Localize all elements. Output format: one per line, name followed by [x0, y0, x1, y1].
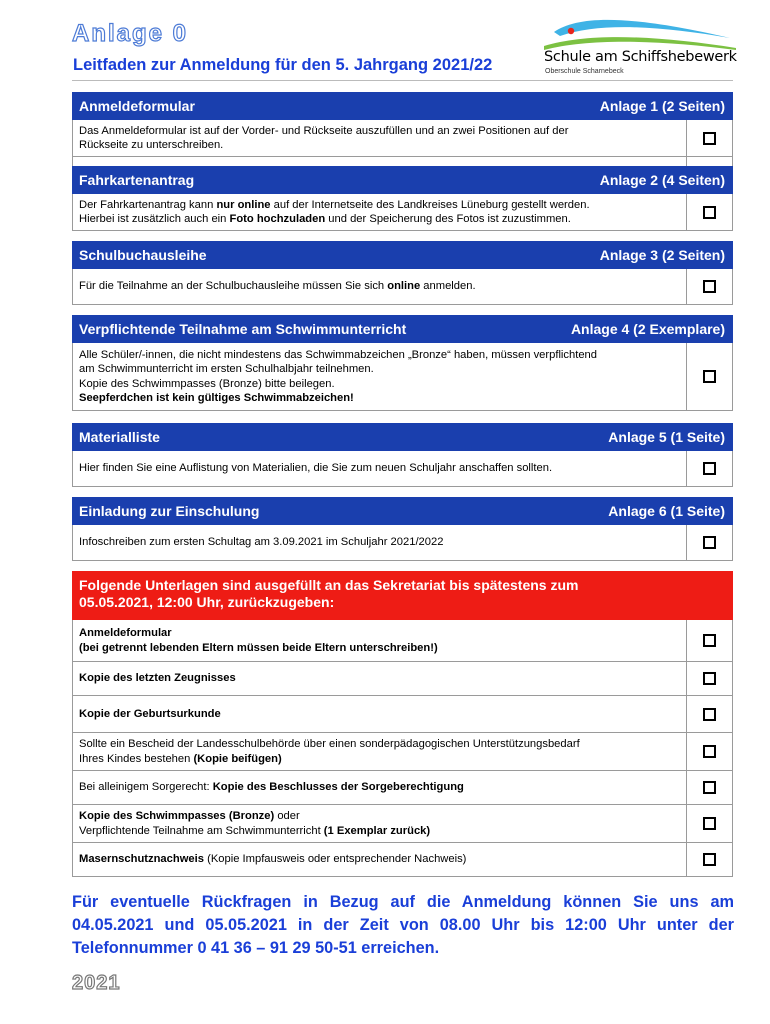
section-schulbuchausleihe — [72, 241, 733, 305]
section-header — [72, 166, 733, 194]
school-logo — [540, 12, 740, 80]
section-body — [72, 525, 733, 561]
bold-text: Kopie des Schwimmpasses (Bronze) — [79, 810, 275, 822]
checkbox[interactable] — [703, 745, 716, 758]
section-text — [73, 343, 686, 410]
submission-row-text — [73, 733, 686, 770]
text-line — [79, 212, 680, 227]
section-text — [73, 269, 686, 304]
section-text — [73, 451, 686, 486]
text-segment: Alle Schüler/-innen, die nicht mindestens das Schwimmabzeichen „Bronze“ haben, müssen verpflichtend — [79, 348, 598, 361]
text-segment: und der Speicherung des Fotos ist zuzustimmen. — [325, 213, 571, 225]
text-segment: Hierbei ist zusätzlich auch ein — [79, 213, 230, 225]
section-anlage: Anlage 1 (2 Seiten) — [599, 98, 725, 114]
text-line — [79, 809, 680, 824]
submission-row — [72, 662, 733, 696]
checkbox-cell — [686, 771, 732, 804]
submission-row-text — [73, 843, 686, 876]
submission-heading-line1: Folgende Unterlagen sind ausgefüllt an das Sekretariat bis spätestens zum — [79, 577, 579, 593]
checkbox-cell — [686, 620, 732, 661]
section-anlage: Anlage 5 (1 Seite) — [608, 429, 725, 445]
submission-row-text — [73, 805, 686, 842]
bold-text: Seepferdchen ist kein gültiges Schwimmabzeichen! — [79, 392, 354, 404]
checkbox[interactable] — [703, 672, 716, 685]
text-line — [79, 391, 680, 406]
bold-text: (1 Exemplar zurück) — [323, 824, 431, 837]
section-spacer — [72, 157, 733, 166]
section-header — [72, 497, 733, 525]
checkbox-cell — [686, 733, 732, 770]
section-header — [72, 241, 733, 269]
section-title: Fahrkartenantrag — [79, 172, 195, 188]
section-header — [72, 315, 733, 343]
checkbox[interactable] — [703, 536, 716, 549]
bold-text: online — [387, 280, 421, 293]
section-header — [72, 92, 733, 120]
checkbox[interactable] — [703, 634, 716, 647]
checkbox-cell — [686, 696, 732, 732]
text-segment: Hier finden Sie eine Auflistung von Materialien, die Sie zum neuen Schuljahr anschaffen sollten. — [79, 462, 553, 475]
section-anmeldeformular — [72, 92, 733, 157]
text-line — [79, 198, 680, 213]
section-anlage: Anlage 6 (1 Seite) — [608, 503, 725, 519]
section-fahrkartenantrag — [72, 166, 733, 231]
checkbox[interactable] — [703, 817, 716, 830]
checkbox[interactable] — [703, 370, 716, 383]
bold-text: Foto hochzuladen — [229, 213, 326, 225]
text-segment: Bei alleinigem Sorgerecht: — [79, 781, 213, 794]
section-body — [72, 194, 733, 231]
section-body — [72, 451, 733, 487]
text-segment: anmelden. — [420, 280, 476, 293]
submission-row-text — [73, 620, 686, 661]
text-segment: auf der Internetseite des Landkreises Lüneburg gestellt werden. — [270, 198, 590, 211]
text-line — [79, 124, 680, 139]
checkbox[interactable] — [703, 853, 716, 866]
guide-title: Leitfaden zur Anmeldung für den 5. Jahrgang 2021/22 — [73, 56, 493, 74]
contact-note: Für eventuelle Rückfragen in Bezug auf die Anmeldung können Sie uns am 04.05.2021 und 05.05.2021 in der Zeit von 08.00 Uhr bis 12:00 Uhr unter der Telefonnummer 0 41 36 – 91 29 50-51 erreichen. — [72, 893, 734, 957]
text-line — [79, 279, 680, 294]
footer-year: 2021 — [72, 972, 121, 994]
section-text — [73, 525, 686, 560]
checkbox-cell — [686, 805, 732, 842]
section-header — [72, 423, 733, 451]
anlage-title: Anlage 0 — [72, 20, 189, 47]
checkbox[interactable] — [703, 781, 716, 794]
bold-text: (Kopie beifügen) — [193, 752, 282, 765]
text-line — [79, 824, 680, 839]
submission-header — [72, 571, 733, 620]
section-title: Einladung zur Einschulung — [79, 503, 260, 519]
text-segment: Infoschreiben zum ersten Schultag am 3.09.2021 im Schuljahr 2021/2022 — [79, 536, 444, 549]
checkbox-cell — [686, 343, 732, 410]
text-segment: Das Anmeldeformular ist auf der Vorder- und Rückseite auszufüllen und an zwei Positionen auf der — [79, 124, 569, 137]
submission-row — [72, 620, 733, 662]
bold-text: Masernschutznachweis — [79, 853, 204, 866]
section-anlage: Anlage 3 (2 Seiten) — [599, 247, 725, 263]
checkbox-cell — [686, 120, 732, 156]
section-body — [72, 120, 733, 157]
text-line — [79, 737, 680, 752]
bold-text: nur online — [216, 198, 271, 211]
submission-heading-line2: 05.05.2021, 12:00 Uhr, zurückzugeben: — [79, 594, 335, 610]
text-line — [79, 362, 680, 377]
submission-section — [72, 571, 733, 877]
section-text — [73, 194, 686, 230]
text-line — [79, 535, 680, 550]
text-line — [79, 348, 680, 363]
text-line — [79, 461, 680, 476]
section-schwimmunterricht — [72, 315, 733, 411]
text-line — [79, 780, 680, 795]
text-segment: Rückseite zu unterschreiben. — [79, 139, 224, 151]
checkbox-cell — [686, 525, 732, 560]
bold-text: Kopie der Geburtsurkunde — [79, 707, 221, 720]
text-line — [79, 752, 680, 767]
text-line — [79, 377, 680, 392]
logo-school-subtitle: Oberschule Scharnebeck — [545, 68, 624, 75]
section-anlage: Anlage 2 (4 Seiten) — [599, 172, 725, 188]
submission-row — [72, 843, 733, 877]
checkbox-cell — [686, 269, 732, 304]
checkbox[interactable] — [703, 132, 716, 145]
section-anlage: Anlage 4 (2 Exemplare) — [570, 321, 725, 337]
text-segment: oder — [274, 810, 300, 822]
section-title: Materialliste — [79, 429, 160, 445]
submission-row — [72, 805, 733, 843]
section-materialliste — [72, 423, 733, 487]
text-line — [79, 671, 680, 686]
text-line — [79, 626, 680, 641]
checkbox[interactable] — [703, 280, 716, 293]
text-line — [79, 707, 680, 722]
submission-row-text — [73, 771, 686, 804]
section-body — [72, 343, 733, 411]
section-title: Anmeldeformular — [79, 98, 195, 114]
header-divider — [72, 80, 733, 81]
text-segment: (Kopie Impfausweis oder entsprechender Nachweis) — [203, 853, 467, 866]
logo-school-name: Schule am Schiffshebewerk — [544, 49, 737, 65]
text-line — [79, 852, 680, 867]
bold-text: Anmeldeformular — [79, 627, 172, 639]
section-einschulung — [72, 497, 733, 561]
text-segment: Verpflichtende Teilnahme am Schwimmunterricht — [79, 824, 324, 837]
bold-text: (bei getrennt lebenden Eltern müssen beide Eltern unterschreiben!) — [79, 641, 438, 654]
text-segment: Der Fahrkartenantrag kann — [79, 198, 217, 211]
text-segment: Sollte ein Bescheid der Landesschulbehörde über einen sonderpädagogischen Unterstützungsbedarf — [79, 738, 580, 750]
checkbox-cell — [686, 662, 732, 695]
bold-text: Kopie des Beschlusses der Sorgeberechtigung — [212, 781, 464, 794]
section-title: Verpflichtende Teilnahme am Schwimmunterricht — [79, 321, 407, 337]
checkbox-cell — [686, 194, 732, 230]
section-text — [73, 120, 686, 156]
text-segment: Kopie des Schwimmpasses (Bronze) bitte beilegen. — [79, 377, 335, 390]
text-segment: am Schwimmunterricht im ersten Schulhalbjahr teilnehmen. — [79, 363, 374, 375]
submission-row-text — [73, 662, 686, 695]
text-line — [79, 138, 680, 153]
section-title: Schulbuchausleihe — [79, 247, 207, 263]
submission-row — [72, 733, 733, 771]
checkbox[interactable] — [703, 462, 716, 475]
submission-row — [72, 696, 733, 733]
checkbox[interactable] — [703, 708, 716, 721]
submission-row — [72, 771, 733, 805]
checkbox[interactable] — [703, 206, 716, 219]
wave-logo-icon — [540, 12, 740, 52]
text-segment: Ihres Kindes bestehen — [79, 752, 194, 765]
checkbox-cell — [686, 451, 732, 486]
bold-text: Kopie des letzten Zeugnisses — [79, 672, 236, 685]
text-line — [79, 641, 680, 656]
submission-row-text — [73, 696, 686, 732]
checkbox-cell — [686, 843, 732, 876]
text-segment: Für die Teilnahme an der Schulbuchausleihe müssen Sie sich — [79, 280, 388, 293]
section-body — [72, 269, 733, 305]
